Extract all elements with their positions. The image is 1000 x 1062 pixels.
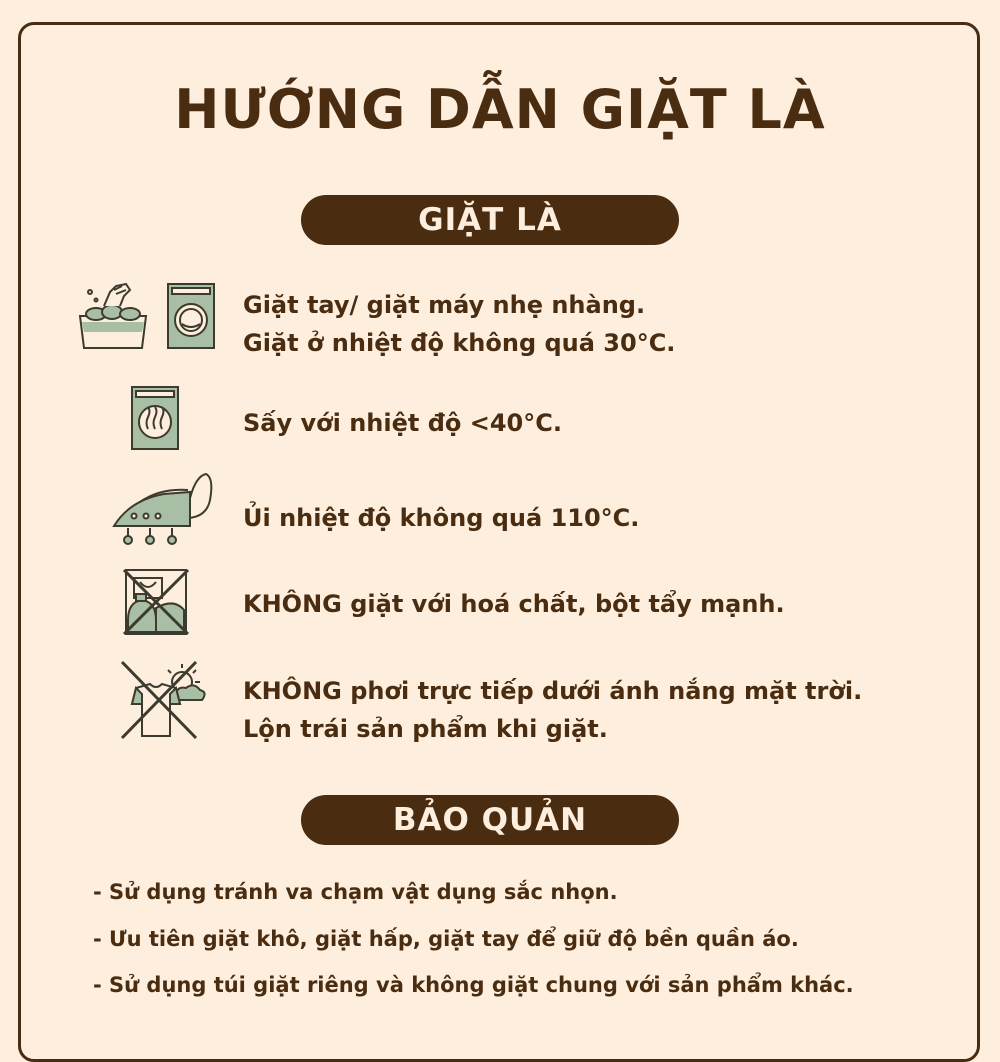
section-heading-washing: GIẶT LÀ bbox=[301, 195, 679, 245]
iron-icon bbox=[110, 470, 216, 550]
storage-note: - Ưu tiên giặt khô, giặt hấp, giặt tay để giữ độ bền quần áo. bbox=[93, 927, 799, 951]
instruction-no-bleach bbox=[243, 585, 785, 623]
no-chemical-bleach-icon bbox=[122, 568, 190, 636]
instruction-iron bbox=[243, 499, 639, 537]
instruction-no-sunlight bbox=[243, 672, 862, 748]
instruction-line: KHÔNG phơi trực tiếp dưới ánh nắng mặt trời. bbox=[243, 677, 863, 705]
storage-note: - Sử dụng tránh va chạm vật dụng sắc nhọn. bbox=[93, 880, 618, 904]
no-direct-sunlight-icon bbox=[116, 660, 206, 740]
storage-note: - Sử dụng túi giặt riêng và không giặt chung với sản phẩm khác. bbox=[93, 973, 854, 997]
hand-wash-and-washing-machine-icon bbox=[76, 282, 218, 350]
instruction-line: Ủi nhiệt độ không quá 110°C. bbox=[243, 504, 640, 532]
instruction-line: Giặt ở nhiệt độ không quá 30°C. bbox=[243, 329, 676, 357]
page-title: HƯỚNG DẪN GIẶT LÀ bbox=[174, 78, 826, 141]
instruction-line: KHÔNG giặt với hoá chất, bột tẩy mạnh. bbox=[243, 590, 785, 618]
instruction-line: Sấy với nhiệt độ <40°C. bbox=[243, 409, 562, 437]
tumble-dryer-icon bbox=[130, 385, 180, 451]
section-heading-storage: BẢO QUẢN bbox=[301, 795, 679, 845]
instruction-dry bbox=[243, 404, 562, 442]
instruction-line: Giặt tay/ giặt máy nhẹ nhàng. bbox=[243, 291, 646, 319]
instruction-line: Lộn trái sản phẩm khi giặt. bbox=[243, 715, 608, 743]
instruction-wash bbox=[243, 286, 675, 362]
